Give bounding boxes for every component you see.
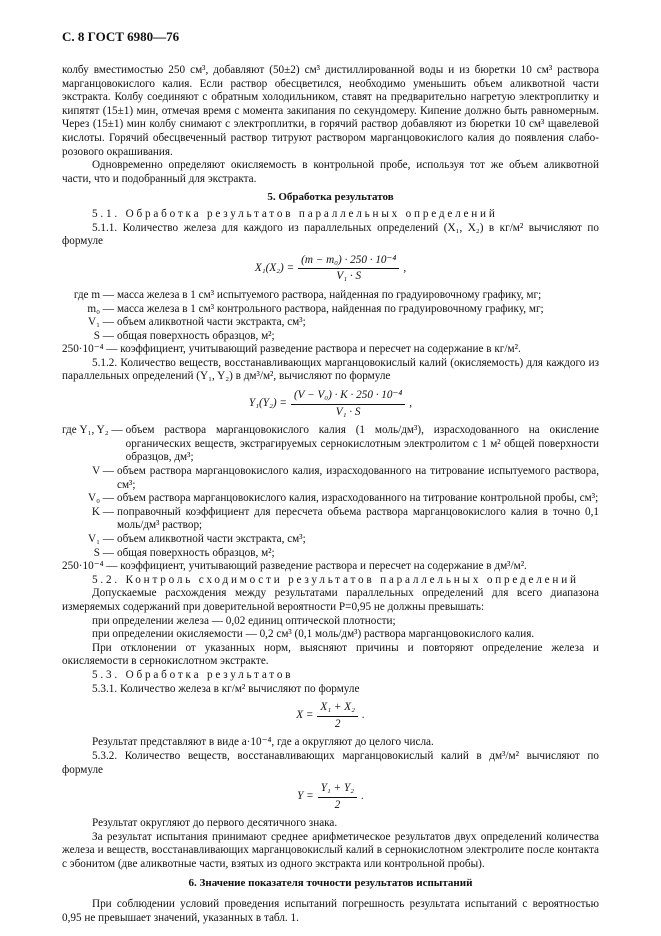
formula-tail: .: [361, 709, 365, 722]
subsection-5-3: 5.3. Обработка результатов: [92, 668, 294, 681]
formula-denominator: 2: [334, 798, 341, 811]
formula-fraction: [318, 782, 357, 812]
definition-item: [62, 506, 599, 533]
definition-text: общая поверхность образцов, м²;: [117, 329, 275, 342]
definition-text: объем раствора марганцовокислого калия, израсходованного на титрование контрольной пробы, см³;: [117, 492, 599, 505]
definition-text: объем раствора марганцовокислого калия, израсходованного на титрование испытуемого раствора, см³;: [117, 465, 599, 491]
formula-denominator: V₁ · S: [335, 405, 361, 418]
tolerance-oxidizability: при определении окисляемости — 0,2 см³ (0,1 моль/дм³) раствора марганцовокислого калия.: [92, 628, 535, 641]
formula-lhs: X =: [296, 709, 314, 722]
formula-lhs: X₁(X₂) =: [254, 262, 295, 275]
definition-symbol: K —: [91, 505, 114, 518]
coefficient-note-1: 250·10⁻⁴ — коэффициент, учитывающий разведение раствора и пересчет на содержание в кг/м².: [62, 343, 521, 356]
formula-mean-iron: [62, 701, 599, 731]
paragraph-rounding: Результат округляют до первого десятичного знака.: [92, 817, 338, 830]
definition-text: масса железа в 1 см³ контрольного раствора, найденная по градуировочному графику, мг;: [117, 302, 544, 315]
definition-symbol: V₀ —: [88, 492, 114, 505]
definition-symbol: V₁ —: [88, 316, 114, 329]
subsection-5-2: 5.2. Контроль сходимости результатов параллельных определений: [92, 573, 579, 586]
formula-numerator: Y₁ + Y₂: [318, 782, 357, 798]
section-heading-6: 6. Значение показателя точности результатов испытаний: [188, 876, 473, 889]
formula-fraction: [298, 254, 399, 284]
tolerance-iron: при определении железа — 0,02 единиц оптической плотности;: [92, 614, 396, 627]
formula-tail: ,: [403, 262, 407, 275]
formula-denominator: V₁ · S: [336, 270, 362, 283]
formula-numerator: (V − V₀) · K · 250 · 10⁻⁴: [291, 389, 405, 405]
subsection-5-1: 5.1. Обработка результатов параллельных определений: [92, 207, 498, 220]
definition-text: общая поверхность образцов, м²;: [117, 546, 275, 559]
paragraph-procedure: колбу вместимостью 250 см³, добавляют (50±2) см³ дистиллированной воды и из бюретки 10 см³ раствора марганцовокислого калия. Если раствор обесцветился, необходимо уменьшить объем аликвотной части экстракта. Колбу соединяют с обратным холодильником, ставят на предварительно нагретую электроплитку и кипятят (15±1) мин, отмечая время с момента закипания по секундомеру. Кипение должно быть равномерным. Через (15±1) мин колбу снимают с электроплитки, в горячий раствор добавляют из бюретки 10 см³ щавелевой кислоты. Горячий обесцвеченный раствор титруют раствором марганцовокислого калия до появления слабо-розового окрашивания.: [62, 64, 599, 158]
definition-symbol: S —: [93, 329, 114, 342]
paragraph-accuracy: При соблюдении условий проведения испытаний погрешность результата испытаний с вероятностью 0,95 не превышает значений, указанных в табл. 1.: [62, 898, 599, 924]
formula-lhs: Y =: [297, 790, 314, 803]
section-heading-5: 5. Обработка результатов: [267, 191, 394, 204]
definition-item: [62, 289, 599, 303]
formula-tail: ,: [409, 397, 413, 410]
definition-item: [62, 465, 599, 492]
definition-item: [62, 533, 599, 547]
formula-numerator: (m − m₀) · 250 · 10⁻⁴: [298, 254, 399, 270]
definition-symbol: m₀ —: [87, 302, 114, 315]
paragraph-iron-result: Результат представляют в виде a·10⁻⁴, где a округляют до целого числа.: [92, 736, 434, 749]
subsection-5-1-2: 5.1.2. Количество веществ, восстанавливающих марганцовокислый калий (окисляемость) для каждого из параллельных определений (Y₁, Y₂) в дм³/м², вычисляют по формуле: [62, 356, 599, 383]
document-body: [62, 64, 599, 925]
definition-symbol: V₁ —: [88, 533, 114, 545]
coefficient-note-2: 250·10⁻⁴ — коэффициент, учитывающий разведение раствора и пересчет на содержание в дм³/м².: [62, 560, 527, 573]
paragraph-test-result: За результат испытания принимают среднее арифметическое результатов двух определений количества железа и веществ, восстанавливающих марганцовокислый калий в сернокислотном электролите после контакта с эбонитом (две аликвотные части, взятых из одного экстракта или контрольной пробы).: [62, 830, 599, 871]
page-header: С. 8 ГОСТ 6980—76: [62, 29, 180, 44]
formula-fraction: [317, 701, 358, 731]
paragraph-tolerances: Допускаемые расхождения между результатами параллельных определений для всего диапазона измеряемых содержаний при доверительной вероятности P=0,95 не должны превышать:: [62, 587, 599, 613]
definition-symbol: V —: [92, 465, 114, 478]
definition-symbol: где Y₁, Y₂ —: [62, 424, 123, 437]
definition-item: [62, 303, 599, 317]
definition-symbol: S —: [93, 546, 114, 559]
formula-tail: .: [361, 790, 364, 803]
definition-item: [62, 316, 599, 330]
definition-item: [62, 547, 599, 561]
definition-item: [62, 492, 599, 506]
definition-item: [62, 424, 599, 465]
formula-denominator: 2: [334, 717, 341, 730]
definition-text: объем аликвотной части экстракта, см³;: [117, 316, 306, 329]
formula-lhs: Y₁(Y₂) =: [248, 397, 287, 410]
formula-fraction: [291, 389, 405, 419]
paragraph-deviation: При отклонении от указанных норм, выясняют причины и повторяют определение железа и окисляемости в сернокислотном экстракте.: [62, 641, 599, 668]
definition-text: объем раствора марганцовокислого калия (1 моль/дм³), израсходованного на окисление органических веществ, экстрагируемых сернокислотным электролитом с 1 м² общей поверхности образцов, дм³;: [125, 424, 599, 464]
definitions-list-2: [62, 424, 599, 560]
definition-text: объем аликвотной части экстракта, см³;: [117, 533, 306, 545]
subsection-5-3-1: 5.3.1. Количество железа в кг/м² вычисляют по формуле: [92, 682, 360, 695]
formula-oxidizability: [62, 389, 599, 419]
definition-symbol: где m —: [73, 288, 114, 301]
subsection-5-3-2: 5.3.2. Количество веществ, восстанавливающих марганцовокислый калий в дм³/м² вычисляют по формуле: [62, 749, 599, 776]
definition-item: [62, 330, 599, 344]
subsection-5-1-1: 5.1.1. Количество железа для каждого из параллельных определений (X₁, X₂) в кг/м² вычисляют по формуле: [62, 221, 599, 248]
formula-mean-oxidizability: [62, 782, 599, 812]
formula-iron: [62, 254, 599, 284]
definition-text: поправочный коэффициент для пересчета объема раствора марганцовокислого калия в точно 0,1 моль/дм³ раствор;: [117, 505, 599, 532]
definitions-list-1: [62, 289, 599, 343]
definition-text: масса железа в 1 см³ испытуемого раствора, найденная по градуировочному графику, мг;: [117, 288, 542, 301]
paragraph-control: Одновременно определяют окисляемость в контрольной пробе, используя тот же объем аликвотной части, что и подобранный для экстракта.: [62, 159, 599, 185]
formula-numerator: X₁ + X₂: [317, 701, 358, 717]
